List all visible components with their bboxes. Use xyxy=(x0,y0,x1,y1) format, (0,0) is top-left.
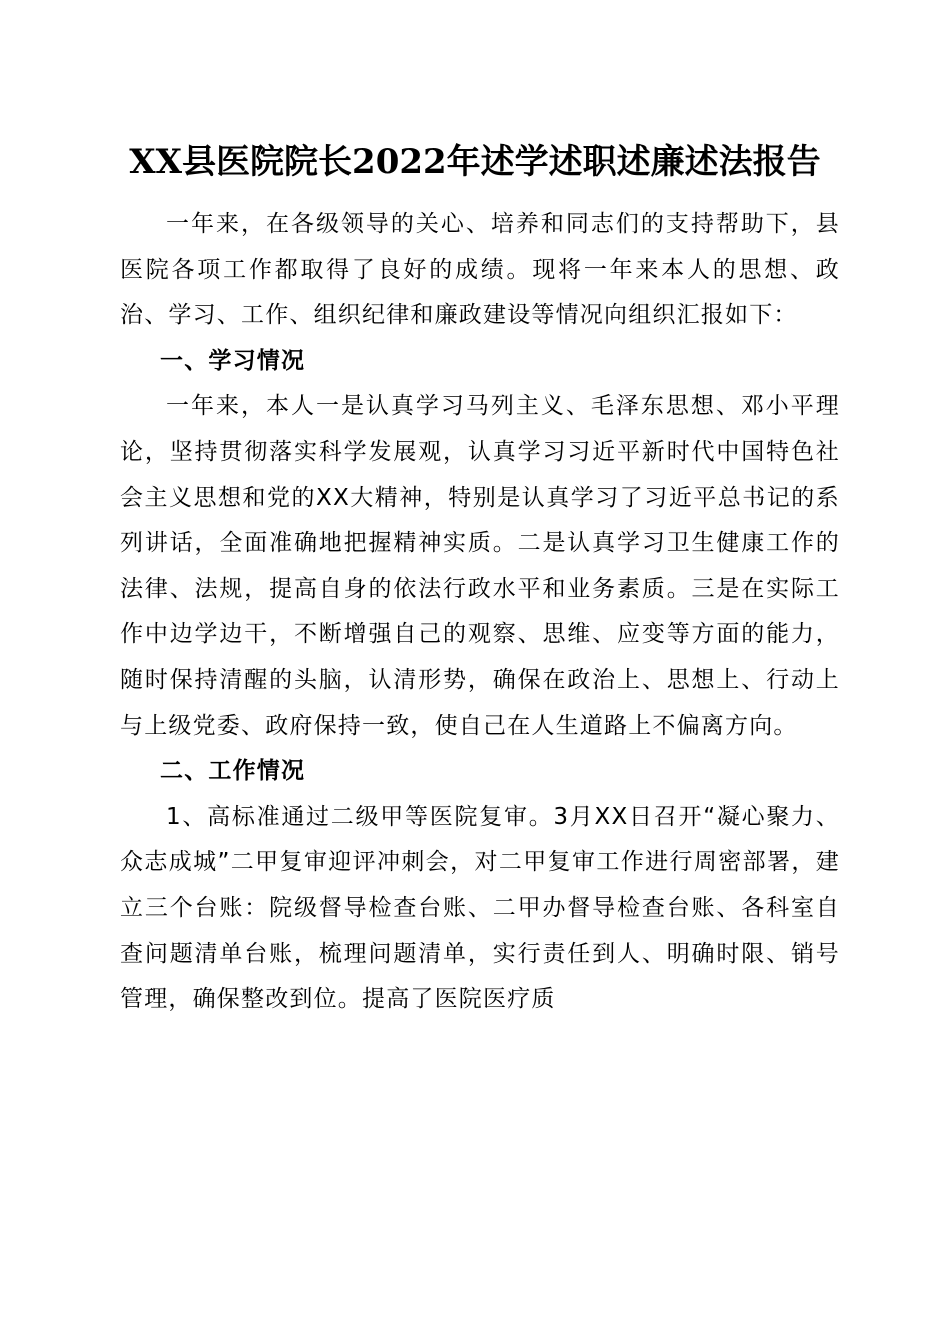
section-heading-work: 二、工作情况 xyxy=(160,758,306,785)
document-title: XX县医院院长2022年述学述职述廉述法报告 xyxy=(129,142,821,182)
document-body xyxy=(120,202,840,1023)
study-paragraph: 一年来，本人一是认真学习马列主义、毛泽东思想、邓小平理论，坚持贯彻落实科学发展观，认真学习习近平新时代中国特色社会主义思想和党的XX大精神，特别是认真学习了习近平总书记的系列讲话，全面准确地把握精神实质。二是认真学习卫生健康工作的法律、法规，提高自身的依法行政水平和业务素质。三是在实际工作中边学边干，不断增强自己的观察、思维、应变等方面的能力，随时保持清醒的头脑，认清形势，确保在政治上、思想上、行动上与上级党委、政府保持一致，使自己在人生道路上不偏离方向。 xyxy=(120,393,840,739)
section-heading-study: 一、学习情况 xyxy=(160,347,306,374)
intro-paragraph: 一年来，在各级领导的关心、培养和同志们的支持帮助下，县医院各项工作都取得了良好的成绩。现将一年来本人的思想、政治、学习、工作、组织纪律和廉政建设等情况向组织汇报如下： xyxy=(120,211,840,329)
work-paragraph: 1、高标准通过二级甲等医院复审。3月XX日召开“凝心聚力、众志成城”二甲复审迎评冲刺会，对二甲复审工作进行周密部署，建立三个台账：院级督导检查台账、二甲办督导检查台账、各科室自查问题清单台账，梳理问题清单，实行责任到人、明确时限、销号管理，确保整改到位。提高了医院医疗质 xyxy=(120,803,840,1013)
